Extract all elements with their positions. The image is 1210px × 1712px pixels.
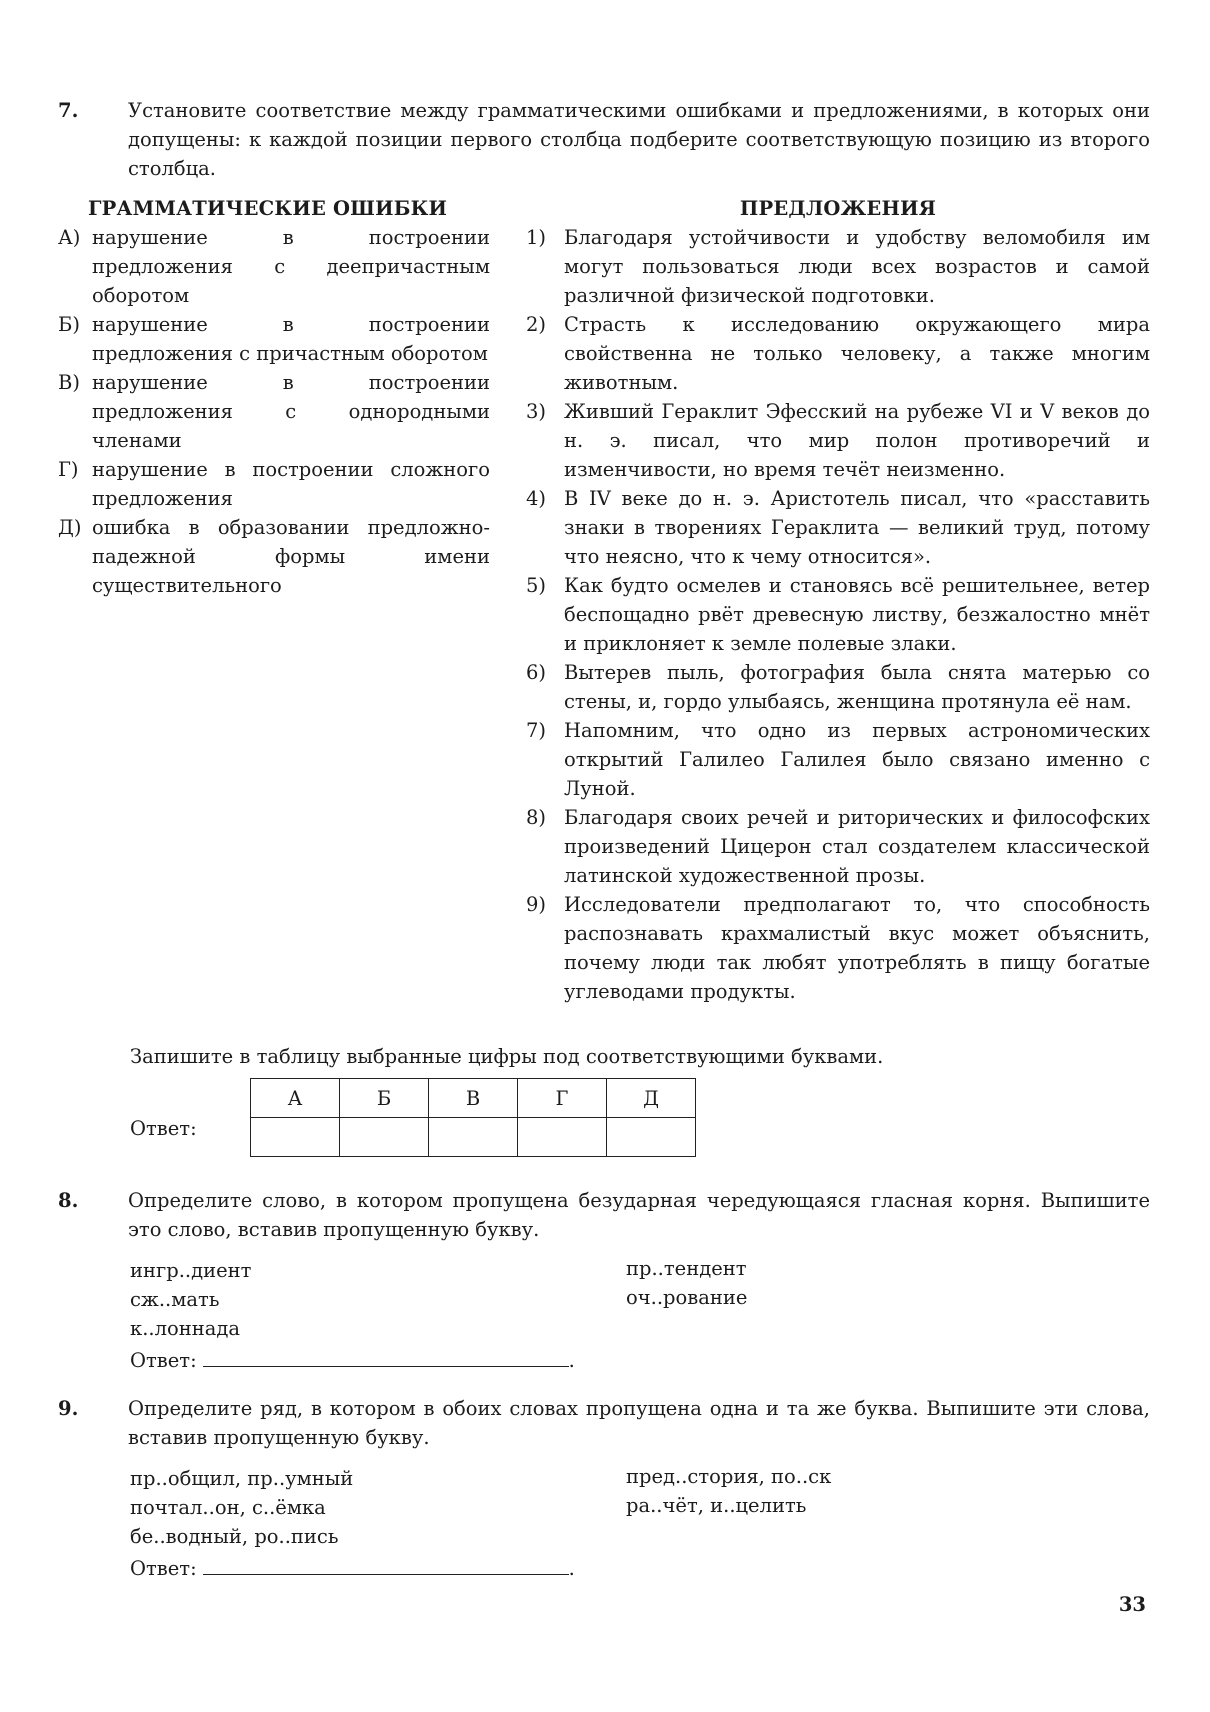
- task-prompt: Установите соответствие между грамматическими ошибками и предложениями, в которых они допущены: к каждой позиции первого столбца подберите соответствующую позицию из второго столбца.: [128, 99, 1150, 180]
- item-text: Напомним, что одно из первых астрономических открытий Галилео Галилея было связано именно с Луной.: [564, 719, 1150, 800]
- answer-input-cell[interactable]: [340, 1118, 429, 1157]
- word-option: оч..рование: [626, 1286, 748, 1309]
- task-8: [58, 1186, 1150, 1244]
- item-text: В IV веке до н. э. Аристотель писал, что «расставить знаки в творениях Гераклита — великий труд, потому что неясно, что к чему относится».: [564, 487, 1150, 568]
- word-option: пр..тендент: [626, 1257, 747, 1280]
- item-text: Исследователи предполагают то, что способность распознавать крахмалистый вкус может объяснить, почему люди так любят употреблять в пищу богатые углеводами продукты.: [564, 893, 1150, 1003]
- item-text: Вытерев пыль, фотография была снята матерью со стены, и, гордо улыбаясь, женщина протянула её нам.: [564, 661, 1150, 713]
- word-option: пред..стория, по..ск: [626, 1465, 832, 1488]
- item-label: А): [58, 226, 81, 249]
- item-label: 5): [526, 574, 547, 597]
- answer-table: [250, 1078, 696, 1157]
- word-list-right: [626, 1254, 747, 1312]
- sentence-item: [526, 658, 1150, 716]
- item-text: Как будто осмелев и становясь всё решительнее, ветер беспощадно рвёт древесную листву, безжалостно мнёт и приклоняет к земле полевые злаки.: [564, 574, 1150, 655]
- item-text: нарушение в построении предложения с деепричастным оборотом: [92, 226, 490, 307]
- answer-header-cell: Г: [518, 1079, 607, 1118]
- answer-table-input-row: [251, 1118, 696, 1157]
- item-label: 2): [526, 313, 547, 336]
- answer-input-cell[interactable]: [607, 1118, 696, 1157]
- matching-columns: [58, 194, 1150, 1034]
- word-list-left: [130, 1464, 353, 1551]
- task-7: [58, 96, 1150, 183]
- task-number: 7.: [58, 99, 79, 122]
- task-prompt: Определите ряд, в котором в обоих словах пропущена одна и та же буква. Выпишите эти слова, вставив пропущенную букву.: [128, 1397, 1150, 1449]
- word-option: пр..общил, пр..умный: [130, 1467, 354, 1490]
- task-9: [58, 1394, 1150, 1452]
- sentences-heading: ПРЕДЛОЖЕНИЯ: [739, 197, 937, 220]
- sentence-item: [526, 310, 1150, 397]
- item-text: Живший Гераклит Эфесский на рубеже VI и V веков до н. э. писал, что мир полон противоречий и изменчивости, но время течёт неизменно.: [564, 400, 1150, 481]
- item-text: нарушение в построении предложения с однородными членами: [92, 371, 490, 452]
- error-item: [58, 455, 490, 513]
- word-list-left: [130, 1256, 251, 1343]
- answer-header-cell: Б: [340, 1079, 429, 1118]
- error-item: [58, 310, 490, 368]
- answer-label: Ответ:: [130, 1117, 197, 1140]
- item-label: 1): [526, 226, 547, 249]
- task-number: 9.: [58, 1397, 79, 1420]
- item-label: 4): [526, 487, 547, 510]
- item-text: нарушение в построении предложения с причастным оборотом: [92, 313, 490, 365]
- sentence-item: [526, 803, 1150, 890]
- sentence-item: [526, 484, 1150, 571]
- item-label: Г): [58, 458, 79, 481]
- answer-blank[interactable]: [203, 1344, 569, 1367]
- item-label: 7): [526, 719, 547, 742]
- item-label: 6): [526, 661, 547, 684]
- page-number: 33: [1118, 1593, 1146, 1616]
- item-label: Д): [58, 516, 82, 539]
- item-label: 9): [526, 893, 547, 916]
- word-option: к..лоннада: [130, 1317, 240, 1340]
- answer-label: Ответ:: [130, 1557, 197, 1580]
- item-text: Благодаря устойчивости и удобству веломобиля им могут пользоваться люди всех возрастов и самой различной физической подготовки.: [564, 226, 1150, 307]
- sentences-column: [526, 194, 1150, 1006]
- errors-column: [58, 194, 490, 600]
- sentence-item: [526, 571, 1150, 658]
- error-item: [58, 513, 490, 600]
- item-label: 3): [526, 400, 547, 423]
- answer-header-cell: Д: [607, 1079, 696, 1118]
- word-option: почтал..он, с..ёмка: [130, 1496, 326, 1519]
- item-text: Благодаря своих речей и риторических и философских произведений Цицерон стал создателем классической латинской художественной прозы.: [564, 806, 1150, 887]
- error-item: [58, 223, 490, 310]
- answer-header-cell: А: [251, 1079, 340, 1118]
- item-label: Б): [58, 313, 80, 336]
- answer-period: .: [568, 1557, 575, 1580]
- task-number: 8.: [58, 1189, 79, 1212]
- item-label: В): [58, 371, 80, 394]
- answer-table-header-row: [251, 1079, 696, 1118]
- task-prompt: Определите слово, в котором пропущена безударная чередующаяся гласная корня. Выпишите это слово, вставив пропущенную букву.: [128, 1189, 1150, 1241]
- sentence-item: [526, 397, 1150, 484]
- answer-header-cell: В: [429, 1079, 518, 1118]
- errors-heading: ГРАММАТИЧЕСКИЕ ОШИБКИ: [88, 197, 448, 220]
- word-option: бе..водный, ро..пись: [130, 1525, 339, 1548]
- answer-input-cell[interactable]: [251, 1118, 340, 1157]
- item-text: ошибка в образовании предложно-падежной формы имени существительного: [92, 516, 490, 597]
- item-label: 8): [526, 806, 547, 829]
- word-list-right: [626, 1462, 831, 1520]
- answer-input-cell[interactable]: [518, 1118, 607, 1157]
- table-instruction: Запишите в таблицу выбранные цифры под соответствующими буквами.: [130, 1045, 884, 1068]
- answer-line: [130, 1552, 575, 1583]
- word-option: ингр..диент: [130, 1259, 252, 1282]
- sentence-item: [526, 223, 1150, 310]
- word-option: ра..чёт, и..целить: [626, 1494, 807, 1517]
- answer-label: Ответ:: [130, 1349, 197, 1372]
- answer-period: .: [568, 1349, 575, 1372]
- answer-input-cell[interactable]: [429, 1118, 518, 1157]
- answer-line: [130, 1344, 575, 1375]
- answer-blank[interactable]: [203, 1552, 569, 1575]
- word-option: сж..мать: [130, 1288, 220, 1311]
- item-text: нарушение в построении сложного предложения: [92, 458, 490, 510]
- sentence-item: [526, 716, 1150, 803]
- error-item: [58, 368, 490, 455]
- item-text: Страсть к исследованию окружающего мира свойственна не только человеку, а также многим животным.: [564, 313, 1150, 394]
- sentence-item: [526, 890, 1150, 1006]
